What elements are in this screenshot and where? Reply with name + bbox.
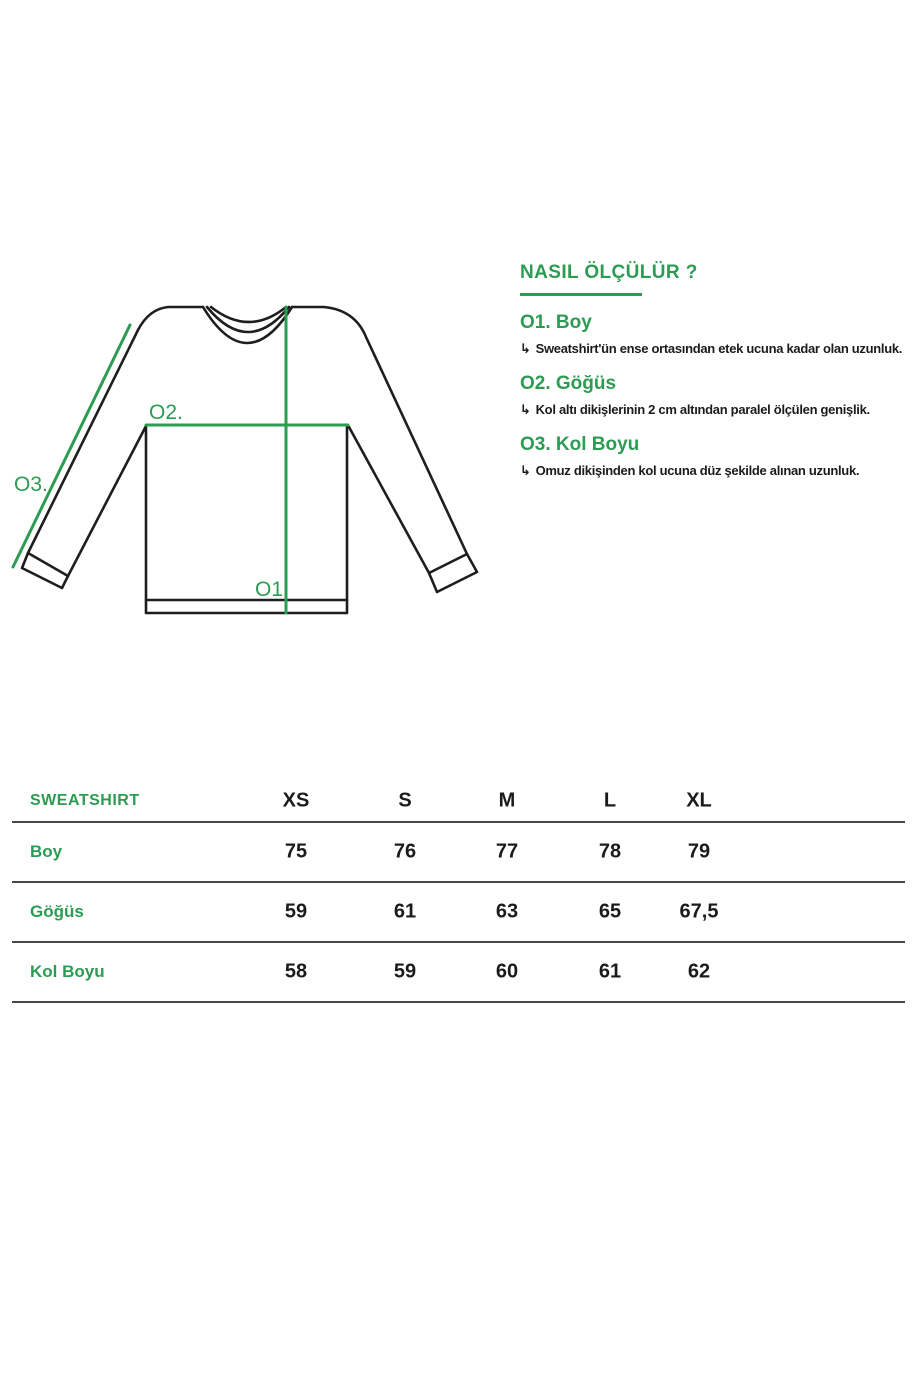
measure-label-o3: O3. (14, 473, 48, 496)
cell-value: 60 (495, 960, 519, 983)
cell-value: 63 (495, 900, 519, 923)
cell-value: 65 (598, 900, 622, 923)
size-header-l: L (603, 789, 617, 812)
title-underline (520, 293, 642, 296)
measure-item-kol-boyu (520, 434, 918, 479)
measure-item-desc (520, 401, 918, 418)
measure-label-o1: O1. (255, 578, 289, 601)
return-arrow-icon: ↳ (520, 402, 531, 417)
measure-item-boy (520, 312, 918, 357)
measure-item-desc-text: Omuz dikişinden kol ucuna düz şekilde alınan uzunluk. (535, 463, 860, 478)
cell-value: 61 (598, 960, 622, 983)
measure-label-o2: O2. (149, 401, 183, 424)
size-header-s: S (398, 789, 412, 812)
cell-value: 79 (687, 840, 711, 863)
table-row-gogus (12, 883, 905, 943)
table-row-kol-boyu (12, 943, 905, 1003)
size-header-xs: XS (282, 789, 310, 812)
cell-value: 59 (284, 900, 308, 923)
product-label: SWEATSHIRT (30, 792, 140, 809)
return-arrow-icon: ↳ (520, 463, 531, 478)
measure-item-title: O3. Kol Boyu (520, 434, 640, 455)
return-arrow-icon: ↳ (520, 341, 531, 356)
size-table (12, 781, 905, 1003)
cell-value: 75 (284, 840, 308, 863)
table-row-boy (12, 823, 905, 883)
cell-value: 78 (598, 840, 622, 863)
measure-item-title: O2. Göğüs (520, 373, 617, 394)
size-table-header-row (12, 781, 905, 823)
how-to-measure-title: NASIL ÖLÇÜLÜR ? (520, 262, 698, 283)
size-header-m: M (498, 789, 516, 812)
cell-value: 58 (284, 960, 308, 983)
measure-item-desc (520, 462, 918, 479)
measure-item-desc-text: Sweatshirt'ün ense ortasından etek ucuna kadar olan uzunluk. (535, 341, 903, 356)
cell-value: 59 (393, 960, 417, 983)
cell-value: 77 (495, 840, 519, 863)
measure-item-gogus (520, 373, 918, 418)
row-label: Göğüs (30, 902, 84, 921)
cell-value: 61 (393, 900, 417, 923)
measure-line-o3-sleeve (13, 325, 130, 567)
size-header-xl: XL (686, 789, 712, 812)
row-label: Boy (30, 842, 63, 861)
measure-item-desc-text: Kol altı dikişlerinin 2 cm altından paralel ölçülen genişlik. (535, 402, 870, 417)
sweatshirt-outline (22, 307, 477, 613)
measure-item-desc (520, 340, 918, 357)
cell-value: 76 (393, 840, 417, 863)
how-to-measure-section (520, 262, 918, 479)
cell-value: 67,5 (679, 900, 719, 923)
sweatshirt-measurement-diagram (0, 280, 500, 640)
measure-item-title: O1. Boy (520, 312, 592, 333)
row-label: Kol Boyu (30, 962, 105, 981)
cell-value: 62 (687, 960, 711, 983)
